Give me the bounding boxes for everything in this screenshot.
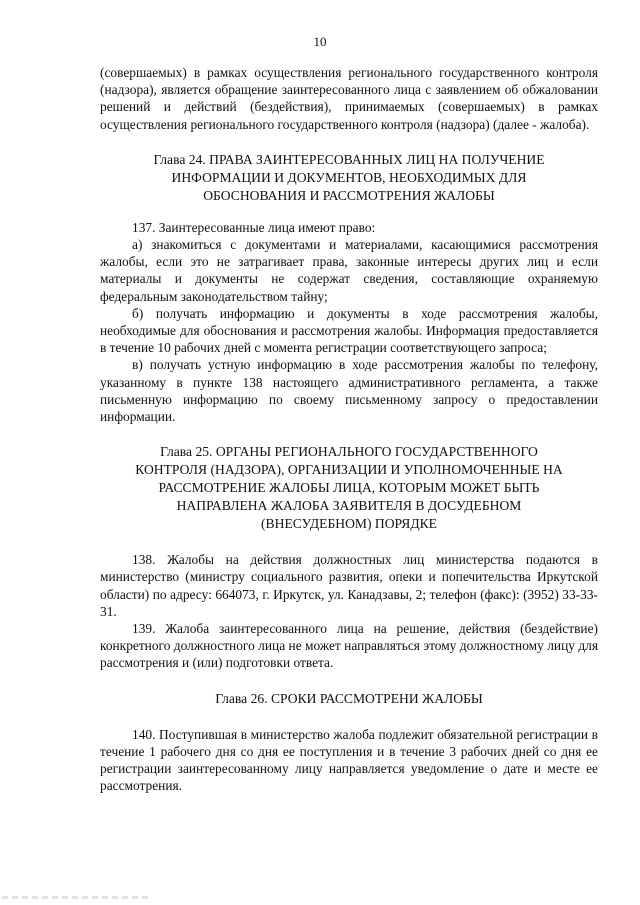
document-body <box>100 64 598 794</box>
paragraph-139: 139. Жалоба заинтересованного лица на решение, действия (бездействие) конкретного должностного лица не может направляться этому должностному лицу для рассмотрения и (или) подготовки ответа. <box>100 621 598 671</box>
chapter-24-heading-line: ОБОСНОВАНИЯ И РАССМОТРЕНИЯ ЖАЛОБЫ <box>203 187 495 203</box>
scan-artifact <box>2 896 152 899</box>
chapter-26-heading: Глава 26. СРОКИ РАССМОТРЕНИ ЖАЛОБЫ <box>215 690 483 706</box>
chapter-25-heading-line: КОНТРОЛЯ (НАДЗОРА), ОРГАНИЗАЦИИ И УПОЛНОМОЧЕННЫЕ НА <box>135 462 563 478</box>
paragraph-140: 140. Поступившая в министерство жалоба подлежит обязательной регистрации в течение 1 рабочего дня со дня ее поступления и в течение 3 рабочих дней со дня ее регистрации заинтересованному лицу направляется уведомление о дате и месте ее рассмотрения. <box>100 726 598 794</box>
paragraph-137c: в) получать устную информацию в ходе рассмотрения жалобы по телефону, указанному в пункте 138 настоящего административного регламента, а также письменную информацию по своему письменному запросу о предоставлении информации. <box>100 357 598 425</box>
chapter-24-heading-line: Глава 24. ПРАВА ЗАИНТЕРЕСОВАННЫХ ЛИЦ НА ПОЛУЧЕНИЕ <box>153 151 545 167</box>
page-number: 10 <box>313 34 327 49</box>
chapter-25-heading-line: Глава 25. ОРГАНЫ РЕГИОНАЛЬНОГО ГОСУДАРСТВЕННОГО <box>160 444 538 460</box>
paragraph-138: 138. Жалобы на действия должностных лиц министерства подаются в министерство (министру социального развития, опеки и попечительства Иркутской области) по адресу: 664073, г. Иркутск, ул. Канадзавы, 2; телефон (факс): (3952) 33-33-31. <box>100 552 598 619</box>
chapter-24-heading-line: ИНФОРМАЦИИ И ДОКУМЕНТОВ, НЕОБХОДИМЫХ ДЛЯ <box>171 169 527 185</box>
paragraph-137b: б) получать информацию и документы в ходе рассмотрения жалобы, необходимые для обоснования и рассмотрения жалобы. Информация предоставляется в течение 10 рабочих дней с момента регистрации соответствующего запроса; <box>100 305 598 356</box>
chapter-25-heading <box>100 443 598 533</box>
paragraph-137: 137. Заинтересованные лица имеют право: <box>132 219 376 235</box>
chapter-24-heading <box>100 151 598 205</box>
chapter-25-heading-line: РАССМОТРЕНИЕ ЖАЛОБЫ ЛИЦА, КОТОРЫМ МОЖЕТ БЫТЬ <box>158 480 540 496</box>
paragraph-137a: а) знакомиться с документами и материалами, касающимися рассмотрения жалобы, если это не затрагивает права, законные интересы других лиц и если материалы и документы не содержат сведения, составляющие охраняемую федеральным законодательством тайну; <box>100 237 598 304</box>
intro-paragraph: (совершаемых) в рамках осуществления регионального государственного контроля (надзора), является обращение заинтересованного лица с заявлением об обжаловании решений и действий (бездействия), принимаемых (совершаемых) в рамках осуществления регионального государственного контроля (надзора) (далее - жалоба). <box>100 65 598 132</box>
chapter-25-heading-line: (ВНЕСУДЕБНОМ) ПОРЯДКЕ <box>261 516 437 532</box>
chapter-25-heading-line: НАПРАВЛЕНА ЖАЛОБА ЗАЯВИТЕЛЯ В ДОСУДЕБНОМ <box>176 498 522 514</box>
